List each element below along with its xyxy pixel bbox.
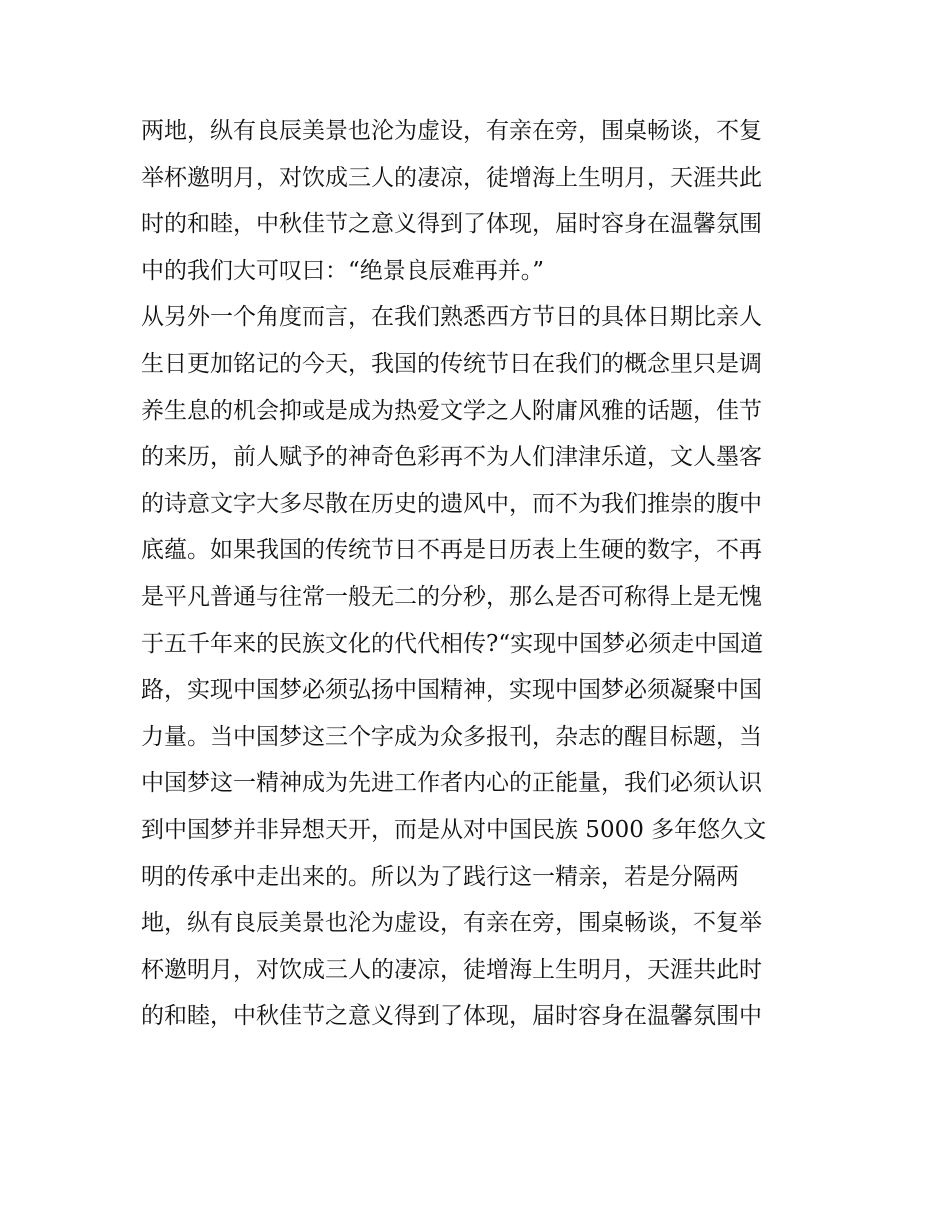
- text-line: 的和睦，中秋佳节之意义得到了体现，届时容身在温馨氛围中: [141, 1003, 762, 1030]
- text-line: 于五千年来的民族文化的代代相传?“实现中国梦必须走中国道: [141, 630, 764, 657]
- text-line: 到中国梦并非异想天开，而是从对中国民族 5000 多年悠久文: [141, 816, 767, 843]
- text-line: 杯邀明月，对饮成三人的凄凉，徒增海上生明月，天涯共此时: [141, 956, 762, 983]
- text-line: 举杯邀明月，对饮成三人的凄凉，徒增海上生明月，天涯共此: [141, 164, 762, 191]
- text-line: 养生息的机会抑或是成为热爱文学之人附庸风雅的话题，佳节: [141, 397, 762, 424]
- text-line: 从另外一个角度而言，在我们熟悉西方节日的具体日期比亲人: [141, 304, 762, 331]
- text-line: 中的我们大可叹曰：“绝景良辰难再并。”: [141, 257, 545, 284]
- text-line: 是平凡普通与往常一般无二的分秒，那么是否可称得上是无愧: [141, 583, 762, 610]
- body-text: [141, 108, 821, 1040]
- text-line: 底蕴。如果我国的传统节日不再是日历表上生硬的数字，不再: [141, 537, 762, 564]
- text-line: 路，实现中国梦必须弘扬中国精神，实现中国梦必须凝聚中国: [141, 677, 762, 704]
- text-line: 明的传承中走出来的。所以为了践行这一精亲，若是分隔两: [141, 863, 739, 890]
- text-line: 两地，纵有良辰美景也沦为虚设，有亲在旁，围桌畅谈，不复: [141, 118, 762, 144]
- text-line: 的诗意文字大多尽散在历史的遗风中，而不为我们推崇的腹中: [141, 490, 762, 517]
- text-line: 力量。当中国梦这三个字成为众多报刊，杂志的醒目标题，当: [141, 723, 762, 750]
- text-line: 生日更加铭记的今天，我国的传统节日在我们的概念里只是调: [141, 350, 762, 377]
- text-line: 中国梦这一精神成为先进工作者内心的正能量，我们必须认识: [141, 770, 762, 797]
- text-line: 地，纵有良辰美景也沦为虚设，有亲在旁，围桌畅谈，不复举: [141, 910, 762, 937]
- text-line: 的来历，前人赋予的神奇色彩再不为人们津津乐道，文人墨客: [141, 444, 762, 471]
- text-line: 时的和睦，中秋佳节之意义得到了体现，届时容身在温馨氛围: [141, 211, 762, 238]
